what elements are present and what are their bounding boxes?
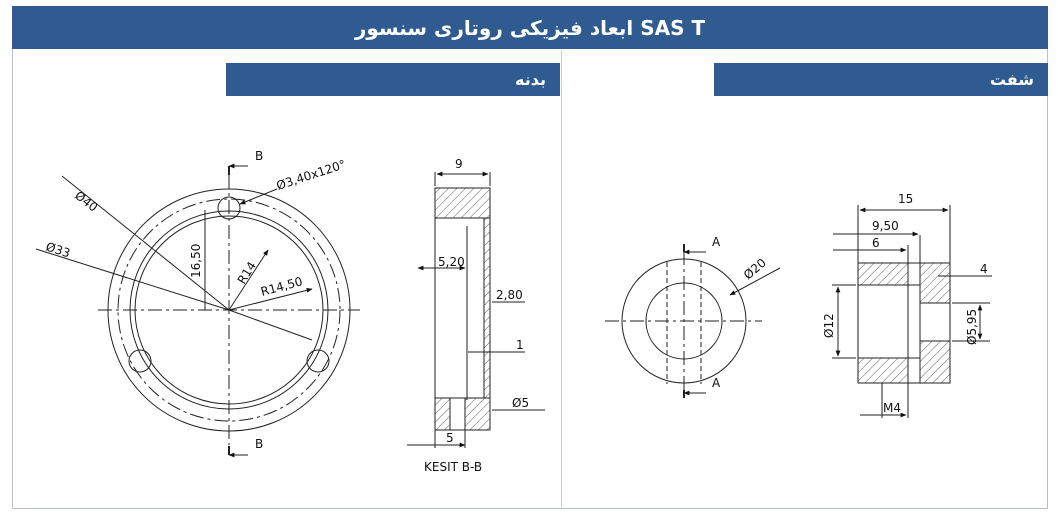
shaft-4-label: 4 <box>980 262 988 276</box>
body-520-label: 5,20 <box>438 255 465 269</box>
body-d5-label: Ø5 <box>512 396 530 410</box>
body-section-mark-bottom: B <box>255 437 264 451</box>
body-width-9-label: 9 <box>455 157 463 171</box>
body-r1450-label: R14,50 <box>259 274 305 299</box>
body-d40-label: Ø40 <box>72 188 101 215</box>
shaft-15-label: 15 <box>898 192 914 206</box>
body-section-title: بدنه <box>515 70 546 89</box>
shaft-section-mark-bottom: A <box>712 376 721 390</box>
body-d33-label: Ø33 <box>44 239 72 261</box>
body-holes-label: Ø3,40x120° <box>274 157 348 193</box>
shaft-d12-label: Ø12 <box>822 313 836 338</box>
body-1-label: 1 <box>516 338 524 352</box>
section-caption: KESIT B-B <box>424 460 483 474</box>
body-r14-label: R14 <box>234 259 260 287</box>
body-front-view <box>36 166 360 455</box>
shaft-6-label: 6 <box>872 236 880 250</box>
body-1650-label: 16,50 <box>189 243 203 278</box>
shaft-d20-label: Ø20 <box>740 255 769 283</box>
shaft-d595-label: Ø5,95 <box>965 308 979 345</box>
body-280-label: 2,80 <box>496 288 523 302</box>
shaft-m4-label: M4 <box>883 401 901 415</box>
shaft-section-mark-top: A <box>712 235 721 249</box>
page-title-text: ابعاد فیزیکی روتاری سنسور SAS T <box>354 15 706 40</box>
shaft-950-label: 9,50 <box>872 219 899 233</box>
body-section-mark-top: B <box>255 149 264 163</box>
body-width-5-label: 5 <box>446 431 454 445</box>
shaft-section-title: شفت <box>989 70 1034 89</box>
